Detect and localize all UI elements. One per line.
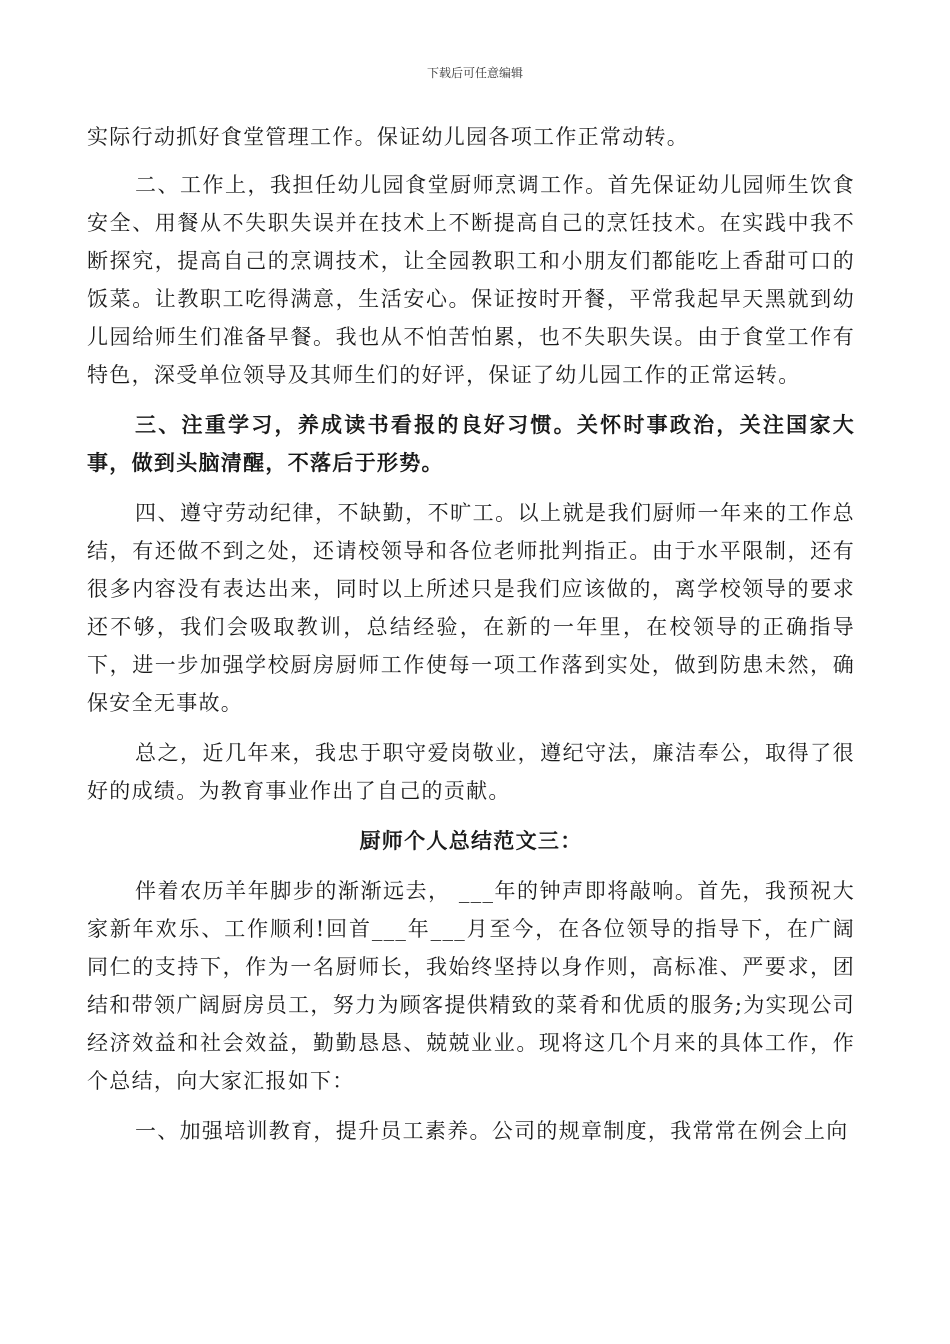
section-title: 厨师个人总结范文三：: [359, 828, 583, 853]
paragraph-work: 二、工作上，我担任幼儿园食堂厨师烹调工作。首先保证幼儿园师生饮食安全、用餐从不失职失误并在技术上不断提高自己的烹饪技术。在实践中我不断探究，提高自己的烹调技术，让全园教职工和小朋友们都能吃上香甜可口的饭菜。让教职工吃得满意，生活安心。保证按时开餐，平常我起早天黑就到幼儿园给师生们准备早餐。我也从不怕苦怕累，也不失职失误。由于食堂工作有特色，深受单位领导及其师生们的好评，保证了幼儿园工作的正常运转。: [87, 173, 855, 387]
document-body: [87, 118, 855, 1150]
paragraph-new-year: 伴着农历羊年脚步的渐渐远去， ___年的钟声即将敲响。首先，我预祝大家新年欢乐、工作顺利!回首___年___月至今，在各位领导的指导下，在广阔同仁的支持下，作为一名厨师长，我始终坚持以身作则，高标准、严要求，团结和带领广阔厨房员工，努力为顾客提供精致的菜肴和优质的服务;为实现公司经济效益和社会效益，勤勤恳恳、兢兢业业。现将这几个月来的具体工作，作个总结，向大家汇报如下：: [87, 879, 855, 1093]
paragraph-discipline: 四、遵守劳动纪律，不缺勤，不旷工。以上就是我们厨师一年来的工作总结，有还做不到之处，还请校领导和各位老师批判指正。由于水平限制，还有很多内容没有表达出来，同时以上所述只是我们应该做的，离学校领导的要求还不够，我们会吸取教训，总结经验，在新的一年里，在校领导的正确指导下，进一步加强学校厨房厨师工作使每一项工作落到实处，做到防患未然，确保安全无事故。: [87, 501, 855, 715]
paragraph-study-bold: 三、注重学习，养成读书看报的良好习惯。关怀时事政治，关注国家大事，做到头脑清醒，不落后于形势。: [87, 412, 855, 475]
paragraph-training: 一、加强培训教育，提升员工素养。公司的规章制度，我常常在例会上向: [135, 1119, 849, 1143]
paragraph-continuation: 实际行动抓好食堂管理工作。保证幼儿园各项工作正常动转。: [87, 125, 690, 149]
page-header-note: 下载后可任意编辑: [426, 66, 523, 80]
paragraph-summary: 总之，近几年来，我忠于职守爱岗敬业，遵纪守法，廉洁奉公，取得了很好的成绩。为教育事业作出了自己的贡献。: [87, 741, 855, 803]
